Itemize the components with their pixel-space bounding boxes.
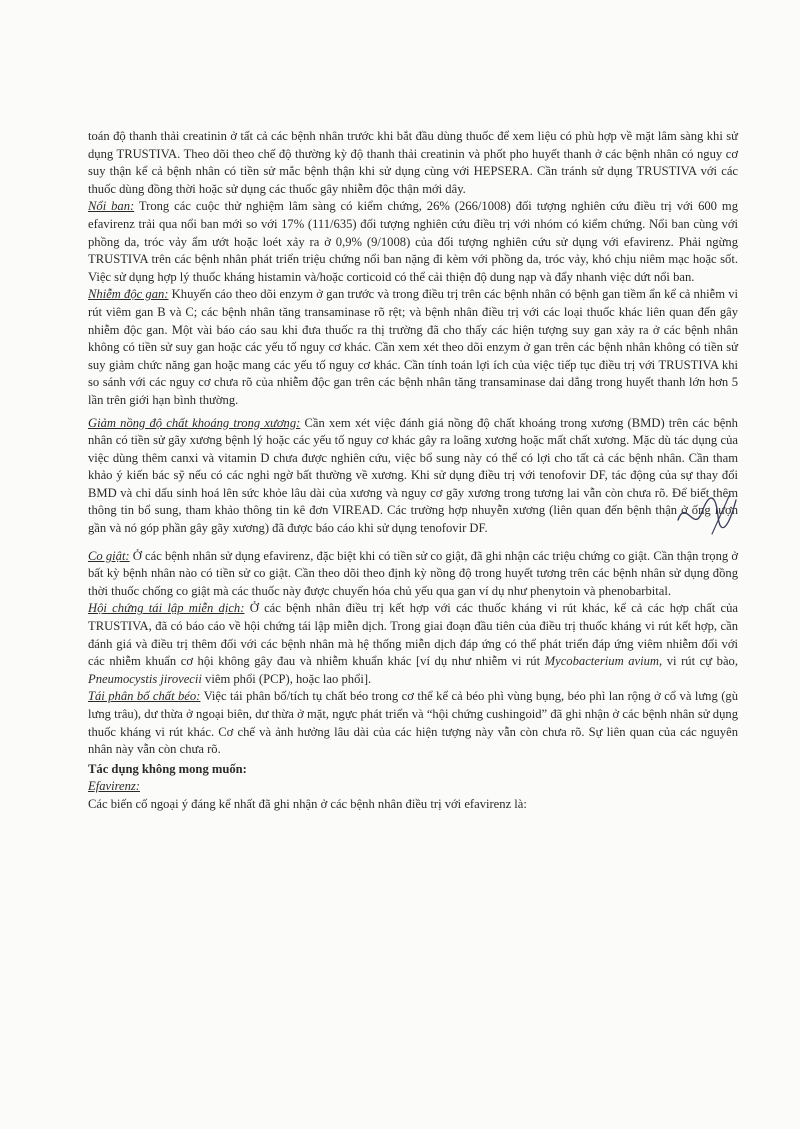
paragraph-rash — [88, 198, 738, 286]
paragraph-fat-redistribution — [88, 688, 738, 758]
hepatotoxicity-heading: Nhiễm độc gan: — [88, 287, 169, 302]
section-subheading: Efavirenz: — [88, 779, 140, 794]
paragraph-immune-reconstitution — [88, 600, 738, 688]
paragraph-text: Trong các cuộc thử nghiệm lâm sàng có kiểm chứng, 26% (266/1008) đối tượng nghiên cứu điều trị với 600 mg efavirenz trải qua nổi ban mới so với 17% (111/635) đối tượng nghiên cứu điều trị với nhóm có kiểm chứng. Nổi ban cùng với phồng da, tróc vảy ẩm ướt hoặc loét xảy ra ở 0,9% (9/1008) của đối tượng nghiên cứu sử dụng với efavirenz. Phải ngừng TRUSTIVA trên các bệnh nhân phát triển triệu chứng nổi ban nặng đi kèm với phồng da, tróc vảy, khó chịu niêm mạc hoặc sốt. Việc sử dụng hợp lý thuốc kháng histamin và/hoặc corticoid có thể cải thiện độ dung nạp và đẩy nhanh việc dứt nổi ban. — [88, 199, 738, 284]
paragraph-text: viêm phổi (PCP), hoặc lao phổi]. — [201, 671, 372, 686]
paragraph-renal — [88, 128, 738, 198]
rash-heading: Nổi ban: — [88, 199, 135, 214]
document-body — [88, 128, 738, 814]
signature-icon — [672, 490, 742, 540]
fat-redistribution-heading: Tái phân bố chất béo: — [88, 689, 201, 704]
paragraph-text: Khuyến cáo theo dõi enzym ở gan trước và trong điều trị trên các bệnh nhân có bệnh gan tiềm ẩn kể cả nhiễm vi rút viêm gan B và C; các bệnh nhân tăng transaminase rõ rệt; và bệnh nhân điều trị với các loại thuốc khác liên quan đến gây nhiễm độc gan. Một vài báo cáo sau khi đưa thuốc ra thị trường đã cho thấy các hiện tượng suy gan xảy ra ở các bệnh nhân không có tiền sử suy gan hoặc các yếu tố nguy cơ khác. Cần xem xét theo dõi enzym ở gan trên các bệnh nhân không có tiền sử suy giảm chức năng gan hoặc mang các yếu tố nguy cơ khác. Cần tính toán lợi ích của việc tiếp tục điều trị với TRUSTIVA khi so sánh với các nguy cơ chưa rõ của nhiễm độc gan trên các bệnh nhân tăng transaminase dai dẳng trong huyết thanh lớn hơn 5 lần trên giới hạn bình thường. — [88, 287, 738, 407]
paragraph-text: Việc tái phân bố/tích tụ chất béo trong cơ thể kể cả béo phì vùng bụng, béo phì lan rộng ở cổ và lưng (gù lưng trâu), dư thừa ở ngoại biên, dư thừa ở mặt, ngực phát triển và “hội chứng cushingoid” đã ghi nhận ở các bệnh nhân sử dụng thuốc kháng vi rút khác. Cơ chế và ảnh hưởng lâu dài của các hiện tượng này vẫn còn chưa rõ. Sự liên quan của các nguyên nhân này vẫn còn chưa rõ. — [88, 689, 738, 757]
paragraph-text: toán độ thanh thải creatinin ở tất cả các bệnh nhân trước khi bắt đầu dùng thuốc để xem liệu có phù hợp về mặt lâm sàng khi sử dụng TRUSTIVA. Theo dõi theo chế độ thường kỳ độ thanh thải creatinin và phốt pho huyết thanh ở các bệnh nhân có nguy cơ suy thận kể cả bệnh nhân có tiền sử mắc bệnh thận khi sử dụng cùng với HEPSERA. Cần tránh sử dụng TRUSTIVA với các thuốc dùng đồng thời hoặc sử dụng các thuốc gây nhiễm độc thận mới dây. — [88, 129, 738, 196]
paragraph-text: , vi rút cự bào, — [659, 654, 738, 669]
organism-name: Pneumocystis jirovecii — [88, 671, 202, 686]
seizures-heading: Co giật: — [88, 548, 130, 563]
paragraph-seizures — [88, 548, 738, 601]
section-heading: Tác dụng không mong muốn: — [88, 761, 247, 776]
paragraph-text: Cần xem xét việc đánh giá nồng độ chất khoáng trong xương (BMD) trên các bệnh nhân có tiền sử gãy xương bệnh lý hoặc các yếu tố nguy cơ khác gây ra loãng xương hoặc mất chất xương. Mặc dù tác dụng của việc dùng thêm canxi và vitamin D chưa được nghiên cứu, việc bổ sung này có thể có lợi cho tất cả các bệnh nhân. Cần tham khảo ý kiến bác sỹ nếu có các nghi ngờ bất thường về xương. Khi sử dụng điều trị với tenofovir DF, tác động của sự thay đổi BMD và chỉ dấu sinh hoá lên sức khỏe lâu dài của xương và nguy cơ gãy xương trong tương lai vẫn còn chưa rõ. Để biết thêm thông tin bổ sung, tham khảo thông tin kê đơn VIREAD. Các trường hợp nhuyễn xương (liên quan đến bệnh thận ở ống lượn gần và nó góp phần gây gãy xương) đã được báo cáo khi sử dụng tenofovir DF. — [88, 415, 738, 536]
immune-reconstitution-heading: Hội chứng tái lập miễn dịch: — [88, 601, 245, 616]
section-intro: Các biến cố ngoại ý đáng kể nhất đã ghi nhận ở các bệnh nhân điều trị với efavirenz là: — [88, 796, 527, 811]
paragraph-hepatotoxicity — [88, 286, 738, 409]
bone-mineral-heading: Giảm nồng độ chất khoáng trong xương: — [88, 415, 301, 430]
paragraph-text: Ở các bệnh nhân điều trị kết hợp với các thuốc kháng vi rút khác, kể cả các hợp chất của TRUSTIVA, đã có báo cáo về hội chứng tái lập miễn dịch. Trong giai đoạn đầu tiên của điều trị thuốc kháng vi rút kết hợp, cần đánh giá và điều trị thêm đối với các bệnh nhân mà hệ thống miễn dịch đáp ứng có thể phát triển đáp ứng viêm nhiễm đối với các nhiễm khuẩn cơ hội không gây đau và nhiễm khuẩn khác [ví dụ như nhiễm vi rút — [88, 601, 738, 669]
paragraph-bone-mineral — [88, 415, 738, 538]
paragraph-text: Ở các bệnh nhân sử dụng efavirenz, đặc biệt khi có tiền sử co giật, đã ghi nhận các triệu chứng co giật. Cần thận trọng ở bất kỳ bệnh nhân nào có tiền sử co giật. Cần theo dõi theo định kỳ nồng độ trong huyết tương trên các bệnh nhân sử dụng đồng thời thuốc chống co giật mà các thuốc này được chuyển hóa chủ yếu qua gan ví dụ như phenytoin và phenobarbital. — [88, 548, 738, 598]
organism-name: Mycobacterium avium — [544, 654, 660, 669]
